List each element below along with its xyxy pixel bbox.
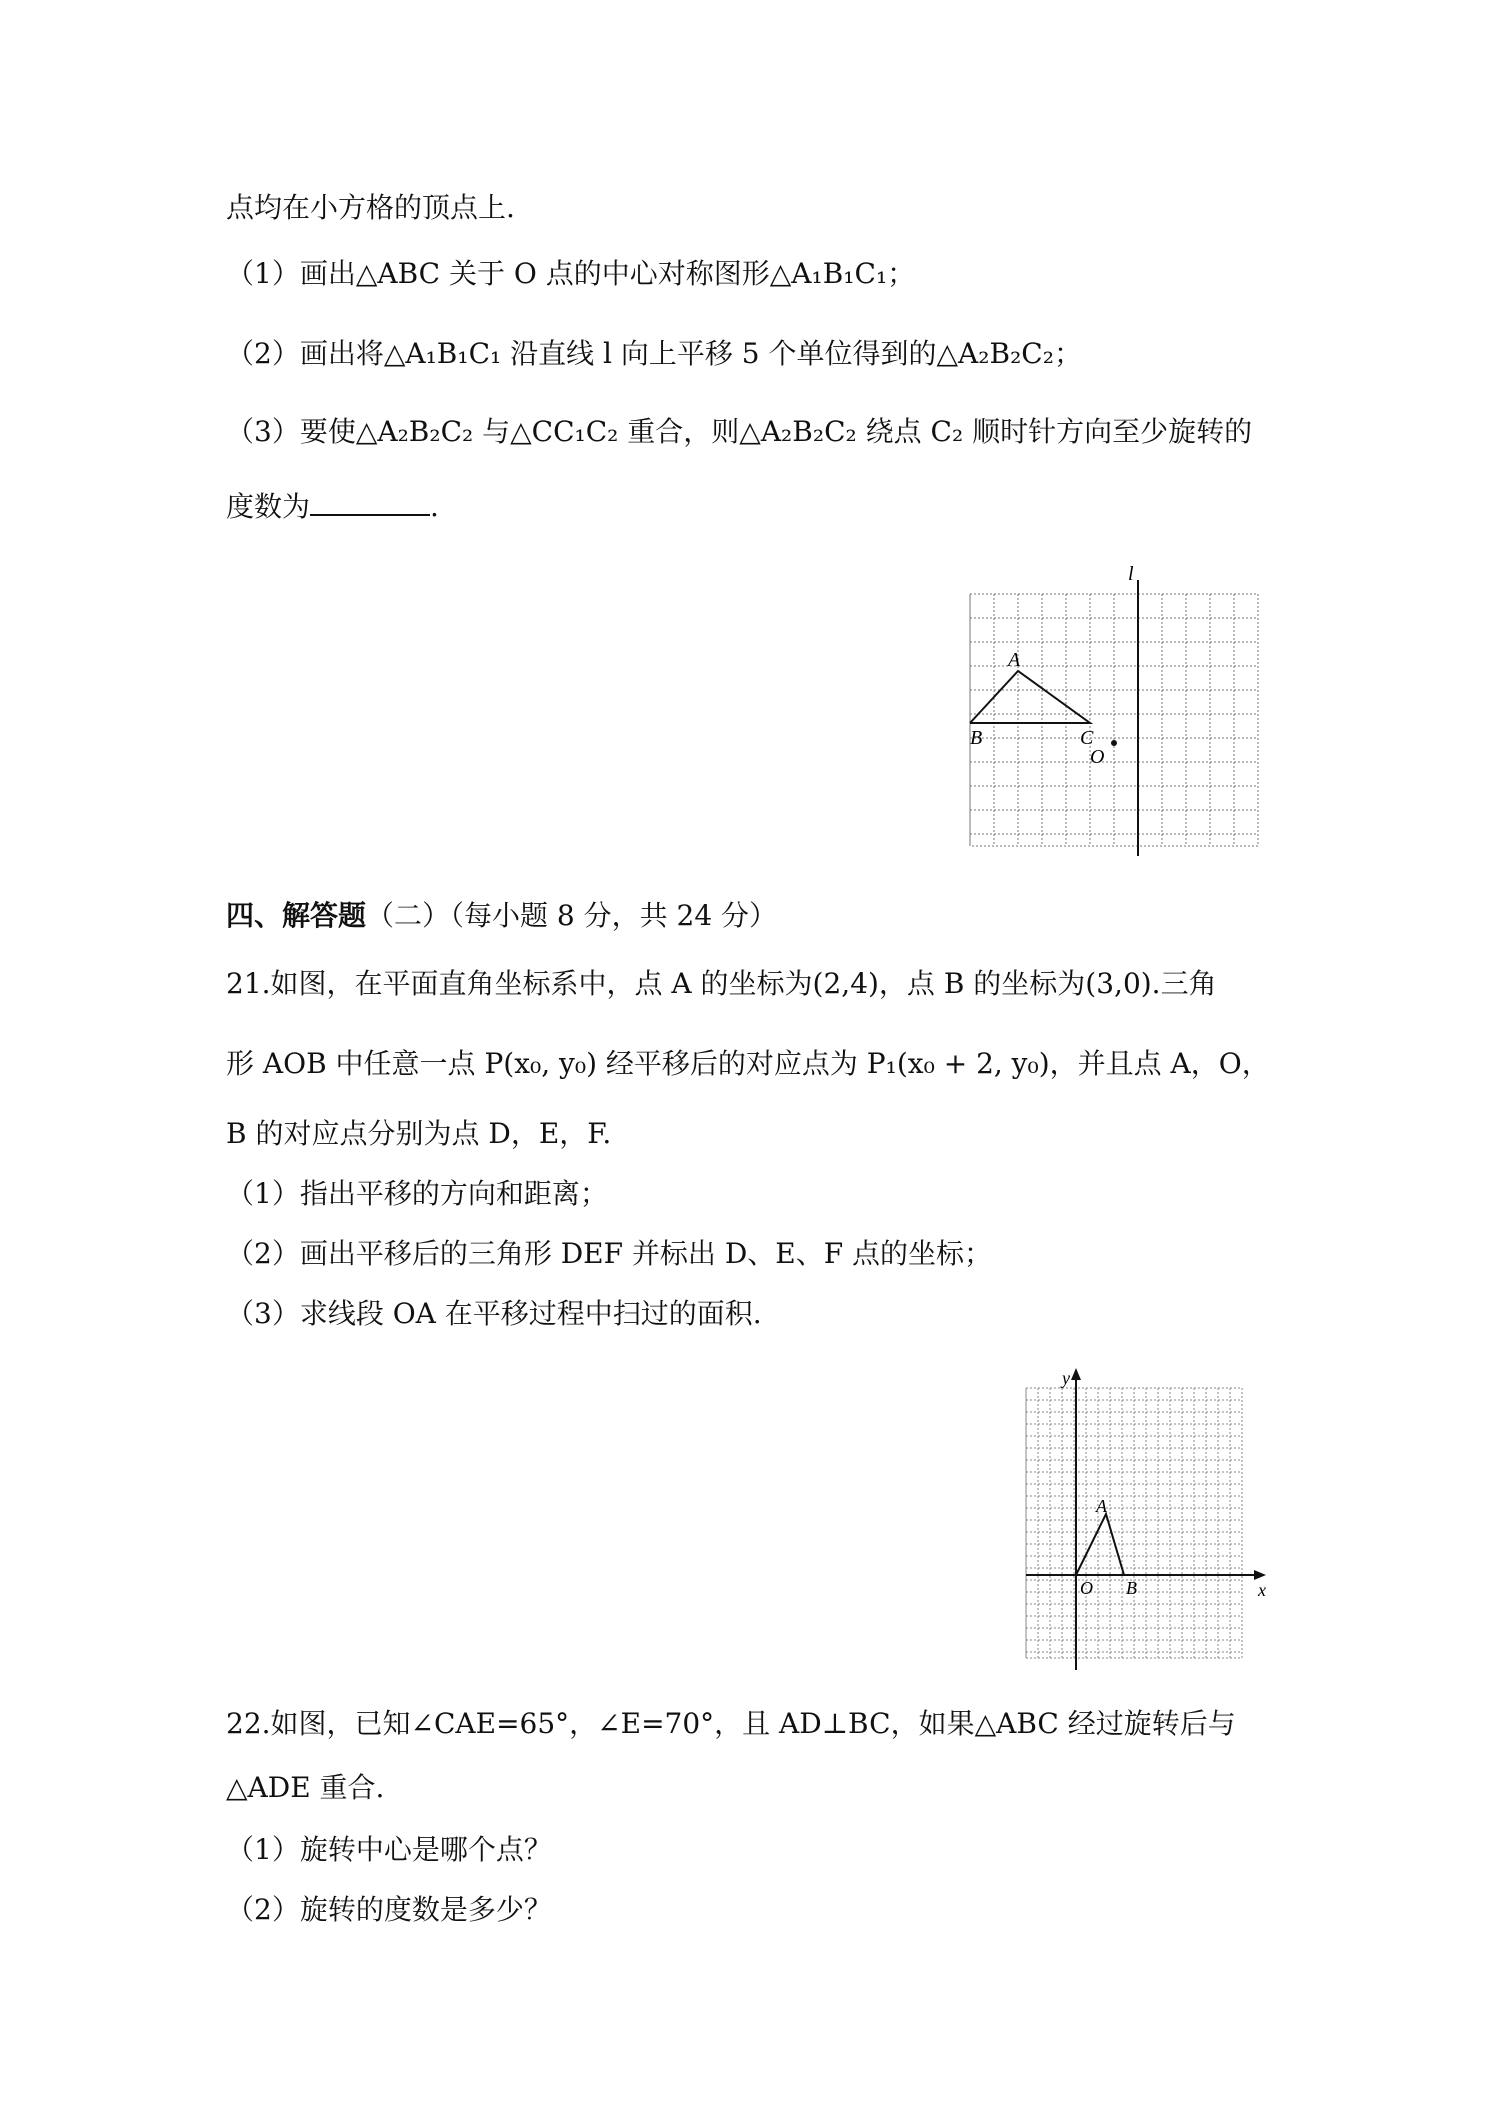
label-a: A [1096, 1496, 1107, 1516]
section-4-note: （二）（每小题 8 分，共 24 分） [366, 899, 778, 932]
q20-answer-prefix: 度数为 [226, 490, 311, 523]
q21-grid [1026, 1388, 1242, 1658]
q20-grid-figure [960, 560, 1270, 860]
q21-line1: 21.如图，在平面直角坐标系中，点 A 的坐标为(2,4)，点 B 的坐标为(3,0).三角 [226, 967, 1217, 1000]
label-y: y [1062, 1368, 1070, 1388]
q22-part1: （1）旋转中心是哪个点？ [226, 1833, 552, 1866]
y-axis-arrow [1071, 1368, 1081, 1380]
q21-part3: （3）求线段 OA 在平移过程中扫过的面积. [226, 1297, 762, 1330]
q20-part1: （1）画出△ABC 关于 O 点的中心对称图形△A₁B₁C₁； [226, 257, 916, 290]
section-4-heading [226, 898, 777, 934]
q20-part3-answer-line [226, 488, 439, 525]
label-o: O [1080, 1578, 1093, 1598]
q21-part1: （1）指出平移的方向和距离； [226, 1177, 608, 1210]
q22-line1: 22.如图，已知∠CAE=65°，∠E=70°，且 AD⊥BC，如果△ABC 经过旋转后与 [226, 1707, 1236, 1740]
label-l: l [1128, 563, 1134, 585]
triangle-abc [970, 671, 1090, 723]
q20-grid [970, 594, 1258, 846]
q20-answer-suffix: . [430, 490, 439, 523]
q21-coordinate-figure [1022, 1364, 1272, 1674]
label-b: B [1126, 1578, 1137, 1598]
q20-part3: （3）要使△A₂B₂C₂ 与△CC₁C₂ 重合，则△A₂B₂C₂ 绕点 C₂ 顺时针方向至少旋转的 [226, 415, 1253, 448]
q21-part2: （2）画出平移后的三角形 DEF 并标出 D、E、F 点的坐标； [226, 1237, 993, 1270]
q20-intro: 点均在小方格的顶点上. [226, 191, 515, 224]
q21-line3: B 的对应点分别为点 D，E，F. [226, 1117, 612, 1150]
label-x: x [1258, 1580, 1266, 1600]
q21-line2: 形 AOB 中任意一点 P(x₀, y₀) 经平移后的对应点为 P₁(x₀ + 2, y₀)，并且点 A，O， [226, 1047, 1270, 1080]
q22-part2: （2）旋转的度数是多少？ [226, 1893, 552, 1926]
label-a: A [1008, 649, 1021, 671]
label-b: B [970, 727, 983, 749]
answer-blank[interactable] [310, 488, 430, 516]
x-axis-arrow [1254, 1570, 1266, 1580]
q22-line2: △ADE 重合. [226, 1771, 385, 1804]
q20-part2: （2）画出将△A₁B₁C₁ 沿直线 l 向上平移 5 个单位得到的△A₂B₂C₂； [226, 337, 1082, 370]
label-o: O [1090, 746, 1105, 768]
point-o [1111, 740, 1117, 746]
label-c: C [1080, 727, 1094, 749]
section-4-title: 四、解答题 [226, 899, 367, 932]
